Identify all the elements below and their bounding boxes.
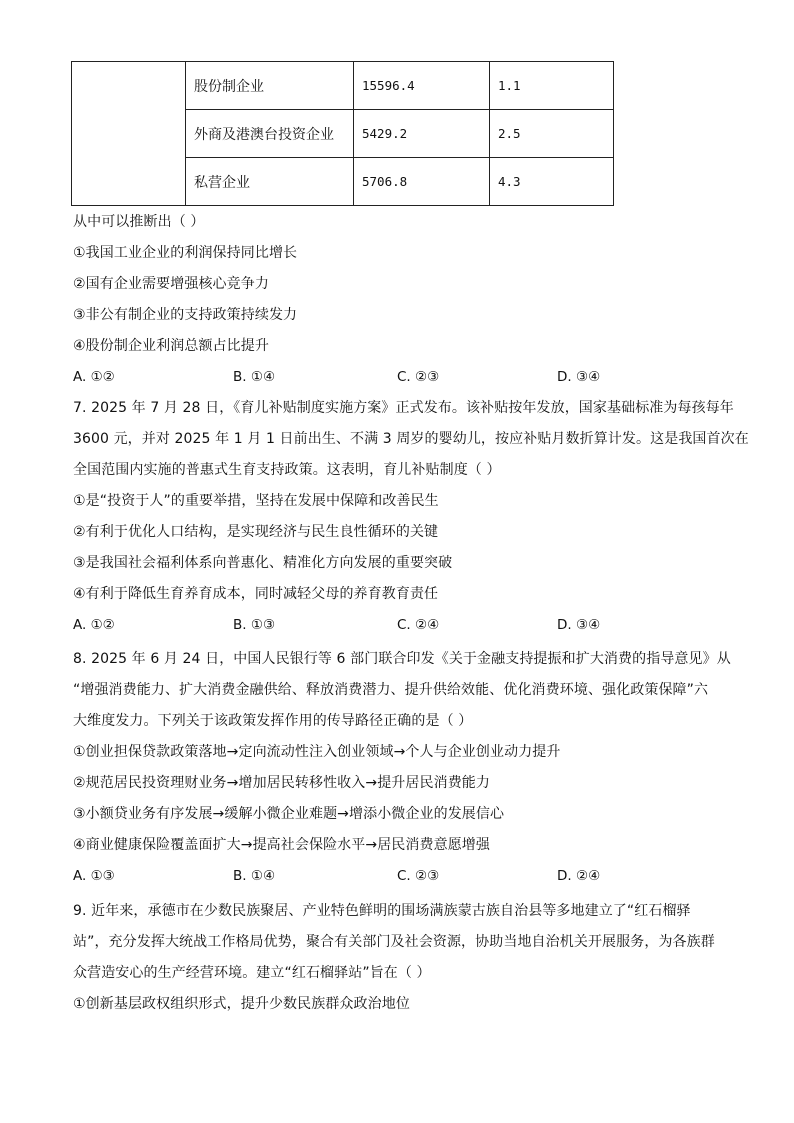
q8-stem-line-2: “增强消费能力、扩大消费金融供给、释放消费潜力、提升供给效能、优化消费环境、强化政策保障”六 (73, 682, 709, 698)
q7-stem-line-2: 3600 元，并对 2025 年 1 月 1 日前出生、不满 3 周岁的婴幼儿，按应补贴月数折算计发。这是我国首次在 (73, 431, 749, 447)
q6-option-b: B. ①④ (233, 369, 276, 385)
q8-item-4: ④商业健康保险覆盖面扩大→提高社会保险水平→居民消费意愿增强 (73, 837, 491, 853)
q7-option-d: D. ③④ (557, 617, 601, 633)
table-cell-enterprise-type: 股份制企业 (186, 62, 354, 110)
q6-item-1: ①我国工业企业的利润保持同比增长 (73, 245, 298, 261)
table-cell-growth: 4.3 (490, 158, 614, 206)
table-cell-profit: 5706.8 (354, 158, 490, 206)
table-cell-merged (72, 62, 186, 206)
q7-item-4: ④有利于降低生育养育成本，同时减轻父母的养育教育责任 (73, 586, 439, 602)
q8-item-2: ②规范居民投资理财业务→增加居民转移性收入→提升居民消费能力 (73, 775, 491, 791)
table-cell-growth: 1.1 (490, 62, 614, 110)
q6-item-2: ②国有企业需要增强核心竞争力 (73, 276, 269, 292)
q6-item-4: ④股份制企业利润总额占比提升 (73, 338, 269, 354)
q7-item-1: ①是“投资于人”的重要举措，坚持在发展中保障和改善民生 (73, 493, 439, 509)
table-row (72, 62, 614, 110)
q8-options (73, 866, 713, 886)
q7-stem-line-1: 7. 2025 年 7 月 28 日，《育儿补贴制度实施方案》正式发布。该补贴按年发放，国家基础标准为每孩每年 (73, 400, 734, 416)
table-cell-enterprise-type: 私营企业 (186, 158, 354, 206)
table-cell-enterprise-type: 外商及港澳台投资企业 (186, 110, 354, 158)
q7-item-3: ③是我国社会福利体系向普惠化、精准化方向发展的重要突破 (73, 555, 453, 571)
q8-item-1: ①创业担保贷款政策落地→定向流动性注入创业领域→个人与企业创业动力提升 (73, 744, 561, 760)
q7-stem-line-3: 全国范围内实施的普惠式生育支持政策。这表明，育儿补贴制度（ ） (73, 462, 501, 478)
q7-option-c: C. ②④ (397, 617, 440, 633)
q9-stem-line-1: 9. 近年来，承德市在少数民族聚居、产业特色鲜明的围场满族蒙古族自治县等多地建立了“红石榴驿 (73, 903, 691, 919)
q9-stem-line-3: 众营造安心的生产经营环境。建立“红石榴驿站”旨在（ ） (73, 965, 431, 981)
q6-stem: 从中可以推断出（ ） (73, 214, 205, 230)
q7-item-2: ②有利于优化人口结构，是实现经济与民生良性循环的关键 (73, 524, 439, 540)
q6-option-c: C. ②③ (397, 369, 440, 385)
q7-options (73, 615, 713, 635)
q6-option-d: D. ③④ (557, 369, 601, 385)
q9-stem-line-2: 站”，充分发挥大统战工作格局优势，聚合有关部门及社会资源，协助当地自治机关开展服务，为各族群 (73, 934, 715, 950)
q9-item-1: ①创新基层政权组织形式，提升少数民族群众政治地位 (73, 996, 410, 1012)
q8-option-c: C. ②③ (397, 868, 440, 884)
q8-stem-line-1: 8. 2025 年 6 月 24 日，中国人民银行等 6 部门联合印发《关于金融支持提振和扩大消费的指导意见》从 (73, 651, 731, 667)
q7-option-b: B. ①③ (233, 617, 276, 633)
table-cell-profit: 15596.4 (354, 62, 490, 110)
q7-option-a: A. ①② (73, 617, 115, 633)
q8-option-d: D. ②④ (557, 868, 601, 884)
q6-options (73, 367, 713, 387)
q8-option-b: B. ①④ (233, 868, 276, 884)
q6-option-a: A. ①② (73, 369, 115, 385)
table-cell-profit: 5429.2 (354, 110, 490, 158)
q8-option-a: A. ①③ (73, 868, 115, 884)
profit-table (71, 61, 614, 206)
q8-stem-line-3: 大维度发力。下列关于该政策发挥作用的传导路径正确的是（ ） (73, 713, 473, 729)
table-cell-growth: 2.5 (490, 110, 614, 158)
q6-item-3: ③非公有制企业的支持政策持续发力 (73, 307, 298, 323)
q8-item-3: ③小额贷业务有序发展→缓解小微企业难题→增添小微企业的发展信心 (73, 806, 505, 822)
